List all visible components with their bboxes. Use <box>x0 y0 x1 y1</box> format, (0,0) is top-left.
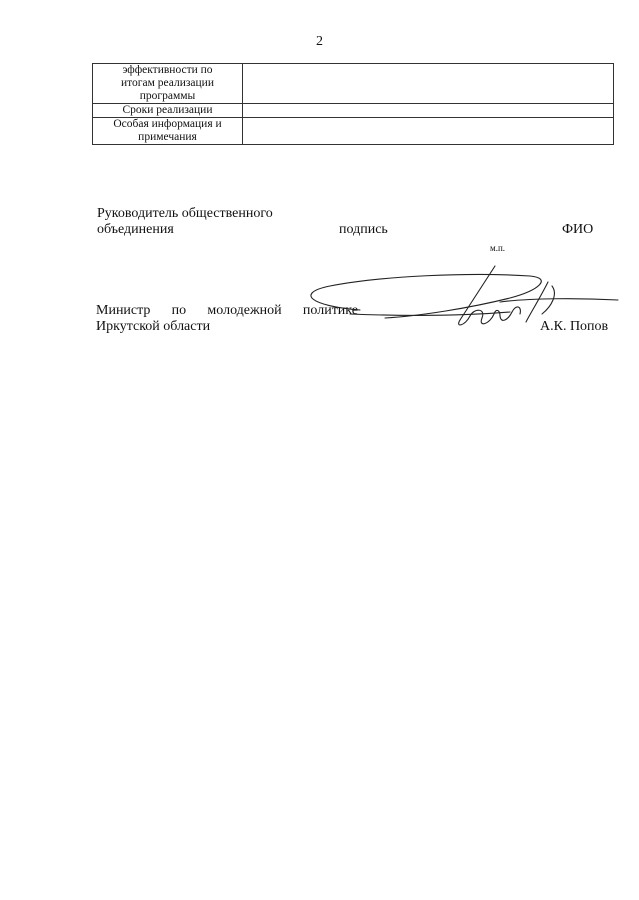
handwritten-signature <box>290 258 620 338</box>
name-label: ФИО <box>562 222 594 237</box>
table-row <box>93 104 614 118</box>
table-row <box>93 64 614 104</box>
row-label-notes: Особая информация и примечания <box>93 118 243 145</box>
minister-region: Иркутской области <box>96 319 211 334</box>
minister-name: А.К. Попов <box>540 319 609 334</box>
stamp-label: м.п. <box>490 243 506 253</box>
row-value-efficiency <box>243 64 614 104</box>
row-value-notes <box>243 118 614 145</box>
minister-title: Министр по молодежной политике <box>96 303 358 318</box>
row-value-terms <box>243 104 614 118</box>
program-info-table <box>92 63 614 145</box>
row-label-terms: Сроки реализации <box>93 104 243 118</box>
table-row <box>93 118 614 145</box>
row-label-efficiency: эффективности по итогам реализации программы <box>93 64 243 104</box>
page-number: 2 <box>316 34 323 49</box>
signature-label: подпись <box>339 222 388 237</box>
head-title: Руководитель общественного объединения <box>97 206 273 237</box>
